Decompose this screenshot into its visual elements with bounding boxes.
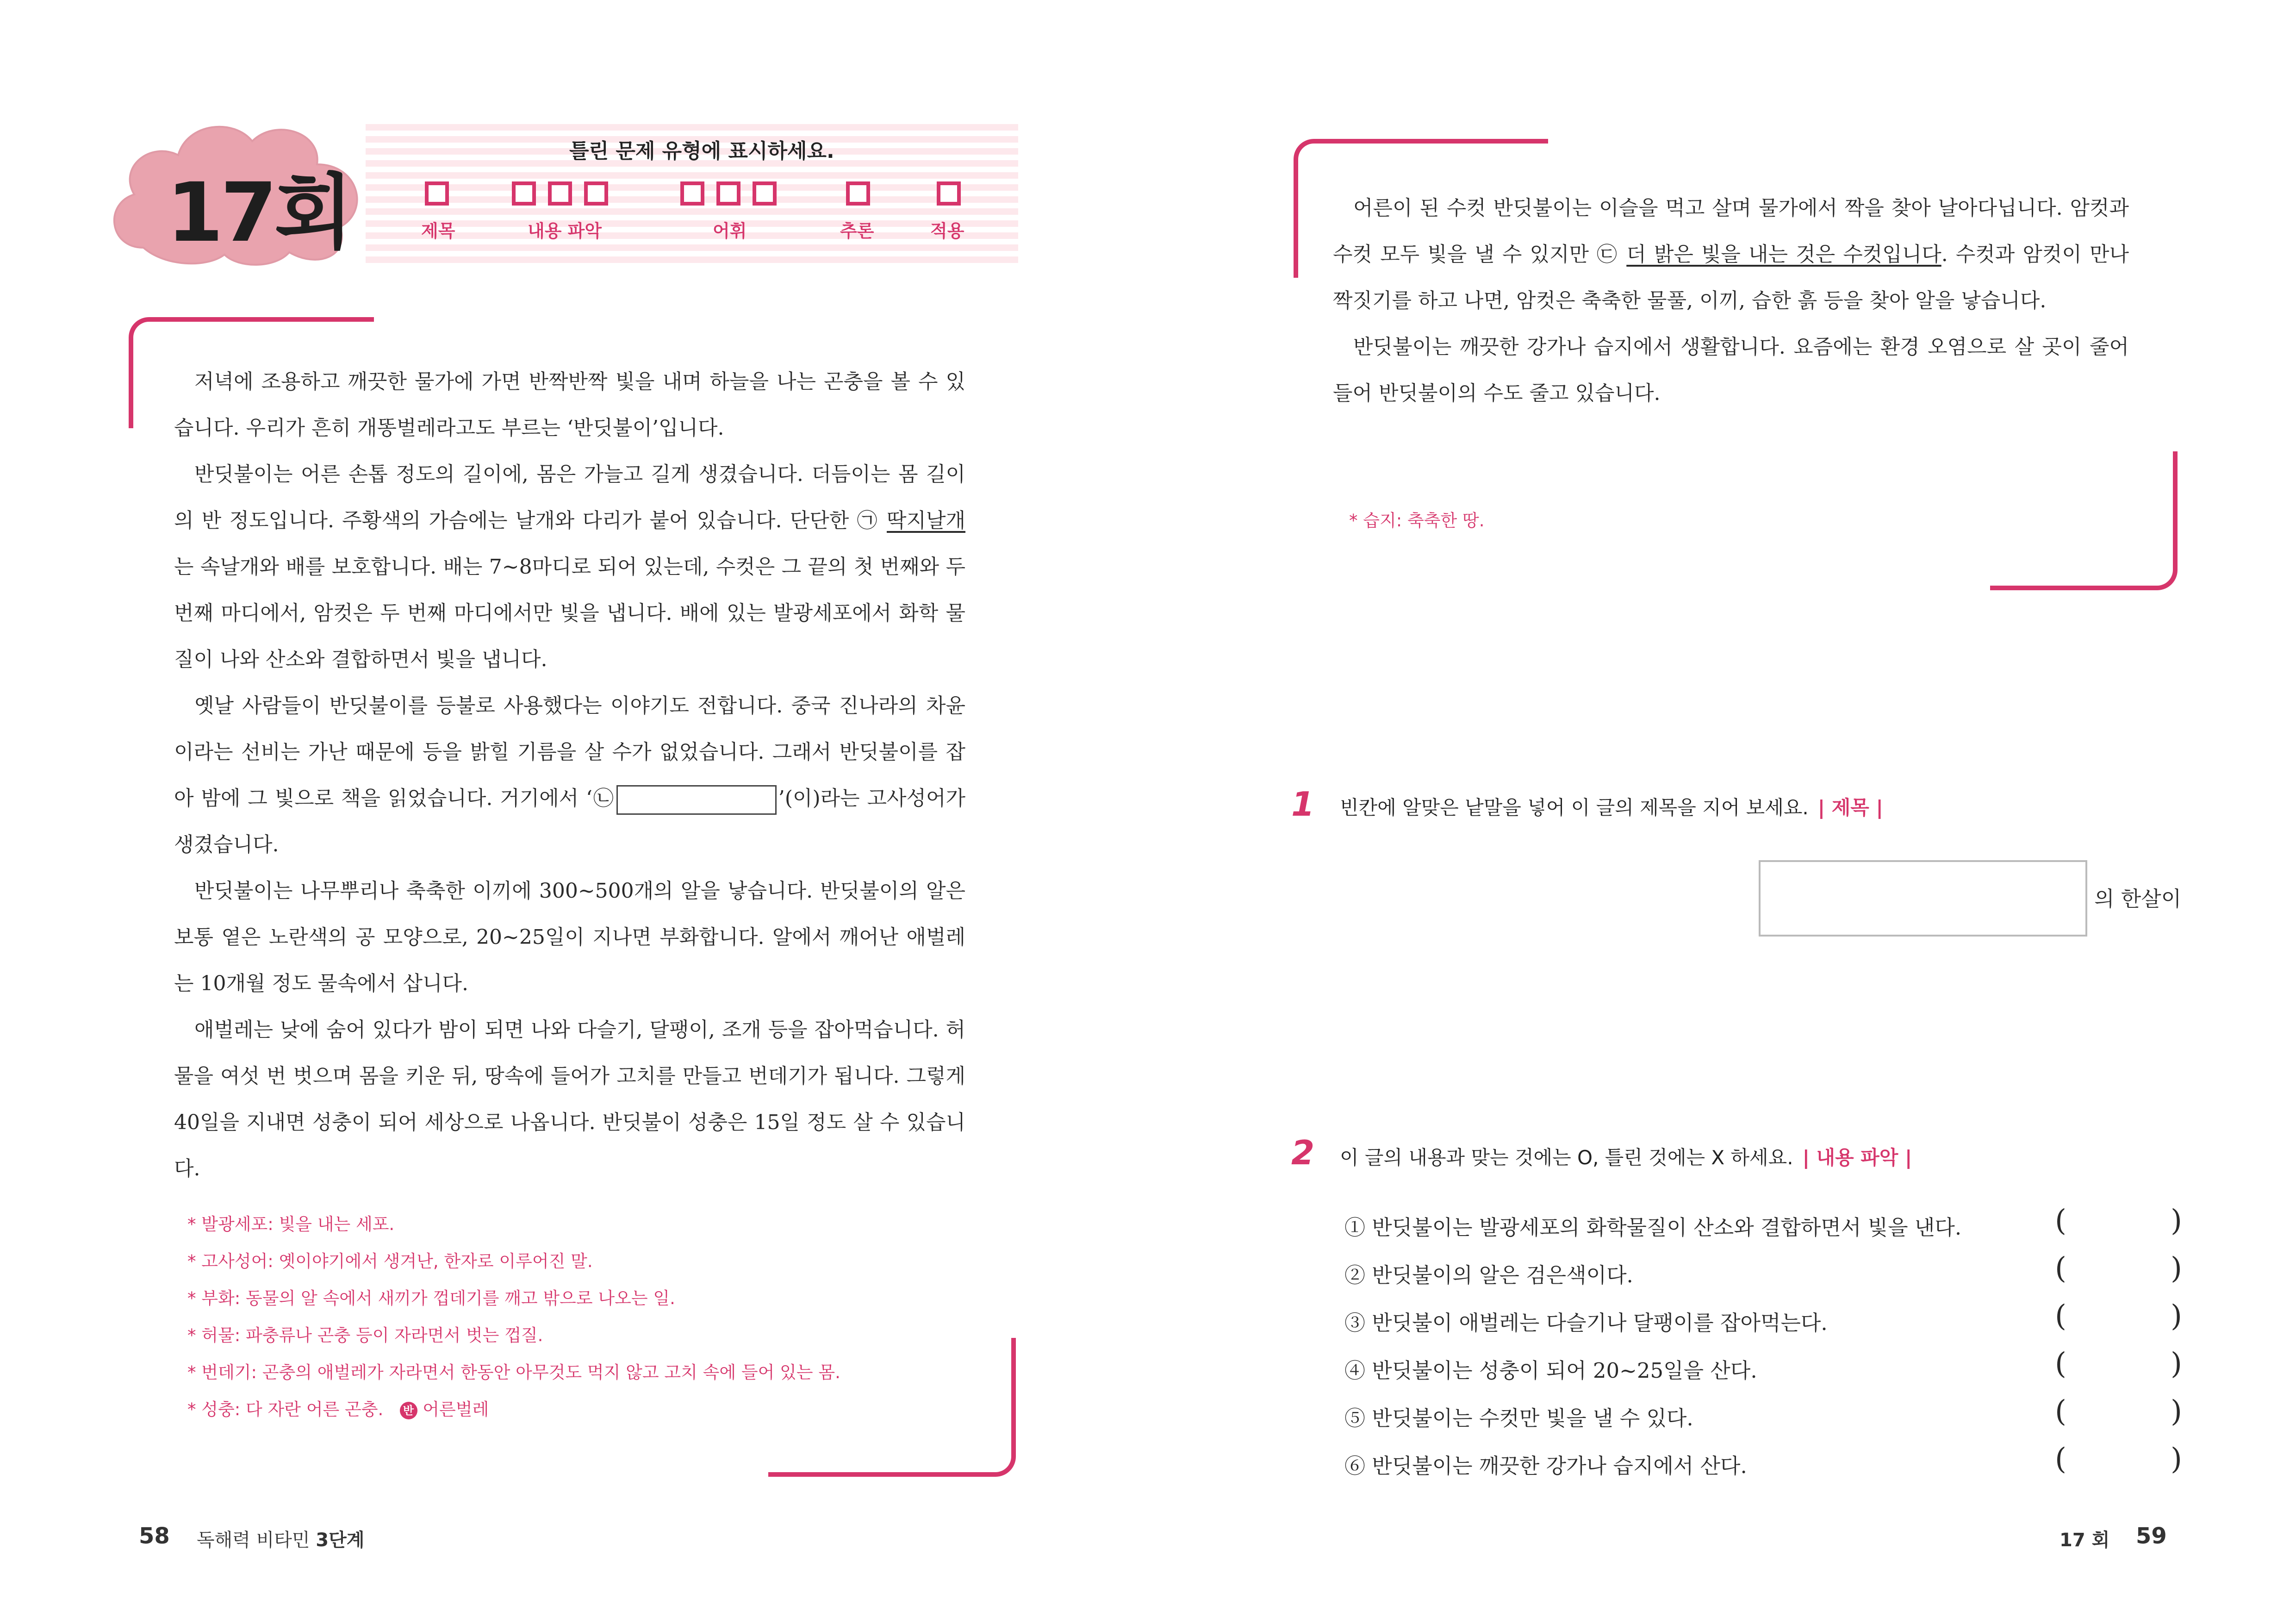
- category-application: 적용: [930, 221, 964, 241]
- round-label-footer: 17 회: [2060, 1530, 2110, 1551]
- footnote-right: * 습지: 축축한 땅.: [1349, 511, 1485, 531]
- inline-blank-box[interactable]: [616, 785, 777, 815]
- checkbox-content-1[interactable]: [512, 181, 536, 206]
- category-title: 제목: [421, 221, 455, 241]
- category-inference: 추론: [840, 221, 874, 241]
- question-1-suffix: 의 한살이: [2094, 887, 2182, 911]
- passage-paragraph-2: 반딧불이는 어른 손톱 정도의 길이에, 몸은 가늘고 길게 생겼습니다. 더듬이는 몸 길이의 반 정도입니다. 주황색의 가슴에는 날개와 다리가 붙어 있습니다. 단단한 ㉠ 딱지날개는 속날개와 배를 보호합니다. 배는 7~8마디로 되어 있는데, 수컷은 그 끝의 첫 번째와 두 번째 마디에서, 암컷은 두 번째 마디에서만 빛을 냅니다. 배에 있는 발광세포에서 화학 물질이 나와 산소와 결합하면서 빛을 냅니다.: [174, 462, 965, 671]
- question-1-number: 1: [1291, 785, 1315, 824]
- round-number: 17회: [167, 165, 350, 260]
- passage-right-paragraph-1: 어른이 된 수컷 반딧불이는 이슬을 먹고 살며 물가에서 짝을 찾아 날아다닙니다. 암컷과 수컷 모두 빛을 낼 수 있지만 ㉢ 더 밝은 빛을 내는 것은 수컷입니다. 수컷과 암컷이 만나 짝짓기를 하고 나면, 암컷은 축축한 물풀, 이끼, 습한 흙 등을 찾아 알을 낳습니다.: [1333, 196, 2129, 312]
- page-number-left: 58: [139, 1523, 170, 1549]
- underlined-term-1: 딱지날개: [886, 509, 965, 532]
- footnote: * 번데기: 곤충의 애벌레가 자라면서 한동안 아무것도 먹지 않고 고치 속에 들어 있는 몸.: [187, 1362, 840, 1382]
- header-instruction: 틀린 문제 유형에 표시하세요.: [569, 139, 834, 163]
- question-1-tag: | 제목 |: [1817, 796, 1883, 819]
- question-2-number: 2: [1291, 1133, 1315, 1172]
- footnote: * 부화: 동물의 알 속에서 새끼가 껍데기를 깨고 밖으로 나오는 일.: [187, 1288, 675, 1308]
- question-2-item-2: ② 반딧불이의 알은 검은색이다.: [1344, 1263, 1633, 1287]
- passage-body: [174, 359, 965, 1192]
- question-2-item-6: ⑥ 반딧불이는 깨끗한 강가나 습지에서 산다.: [1344, 1454, 1747, 1478]
- checkbox-vocab-1[interactable]: [680, 181, 704, 206]
- frame-bottom-right-right: [1990, 451, 2178, 590]
- question-1-answer-box[interactable]: [1759, 860, 2087, 937]
- passage-right-body: [1333, 185, 2129, 417]
- checkbox-application-1[interactable]: [937, 181, 961, 206]
- question-2-text: 이 글의 내용과 맞는 것에는 O, 틀린 것에는 X 하세요. | 내용 파악 |: [1340, 1146, 1912, 1169]
- question-2-item-4: ④ 반딧불이는 성충이 되어 20~25일을 산다.: [1344, 1358, 1757, 1383]
- checkbox-vocab-2[interactable]: [716, 181, 740, 206]
- passage-right-paragraph-2: 반딧불이는 깨끗한 강가나 습지에서 생활합니다. 요즘에는 환경 오염으로 살 곳이 줄어들어 반딧불이의 수도 줄고 있습니다.: [1333, 335, 2129, 405]
- checkbox-vocab-3[interactable]: [753, 181, 777, 206]
- question-2-item-1: ① 반딧불이는 발광세포의 화학물질이 산소와 결합하면서 빛을 낸다.: [1344, 1215, 1962, 1240]
- checkbox-title-1[interactable]: [425, 181, 449, 206]
- question-2-item-3: ③ 반딧불이 애벌레는 다슬기나 달팽이를 잡아먹는다.: [1344, 1311, 1828, 1335]
- checkbox-content-2[interactable]: [548, 181, 572, 206]
- category-vocab: 어휘: [713, 221, 747, 241]
- passage-paragraph-5: 애벌레는 낮에 숨어 있다가 밤이 되면 나와 다슬기, 달팽이, 조개 등을 잡아먹습니다. 허물을 여섯 번 벗으며 몸을 키운 뒤, 땅속에 들어가 고치를 만들고 번데기가 됩니다. 그렇게 40일을 지내면 성충이 되어 세상으로 나옵니다. 반딧불이 성충은 15일 정도 살 수 있습니다.: [174, 1018, 965, 1181]
- book-title: 독해력 비타민 3단계: [197, 1530, 365, 1551]
- footnote: * 발광세포: 빛을 내는 세포.: [187, 1214, 395, 1234]
- footnotes-left: [187, 1206, 840, 1428]
- footnote: * 성충: 다 자란 어른 곤충. 반 어른벌레: [187, 1399, 489, 1419]
- question-2-tag: | 내용 파악 |: [1802, 1146, 1912, 1169]
- passage-paragraph-1: 저녁에 조용하고 깨끗한 물가에 가면 반짝반짝 빛을 내며 하늘을 나는 곤충을 볼 수 있습니다. 우리가 흔히 개똥벌레라고도 부르는 ‘반딧불이’입니다.: [174, 370, 965, 440]
- passage-paragraph-4: 반딧불이는 나무뿌리나 축축한 이끼에 300~500개의 알을 낳습니다. 반딧불이의 알은 보통 옅은 노란색의 공 모양으로, 20~25일이 지나면 부화합니다. 알에서 깨어난 애벌레는 10개월 정도 물속에서 삽니다.: [174, 879, 965, 995]
- question-1-text: 빈칸에 알맞은 낱말을 넣어 이 글의 제목을 지어 보세요. | 제목 |: [1340, 796, 1883, 819]
- checkbox-inference-1[interactable]: [846, 181, 870, 206]
- page-number-right: 59: [2136, 1523, 2167, 1549]
- footnote: * 허물: 파충류나 곤충 등이 자라면서 벗는 껍질.: [187, 1325, 543, 1345]
- underlined-term-3: 더 밝은 빛을 내는 것은 수컷입니다: [1626, 243, 1941, 266]
- footnote: * 고사성어: 옛이야기에서 생겨난, 한자로 이루어진 말.: [187, 1251, 593, 1271]
- checkbox-content-3[interactable]: [584, 181, 608, 206]
- antonym-badge: 반: [400, 1402, 417, 1419]
- passage-paragraph-3: 옛날 사람들이 반딧불이를 등불로 사용했다는 이야기도 전합니다. 중국 진나라의 차윤이라는 선비는 가난 때문에 등을 밝힐 기름을 살 수가 없었습니다. 그래서 반딧불이를 잡아 밤에 그 빛으로 책을 읽었습니다. 거기에서 ‘㉡ ’(이)라는 고사성어가 생겼습니다.: [174, 694, 966, 856]
- category-content: 내용 파악: [528, 221, 602, 241]
- question-2-item-5: ⑤ 반딧불이는 수컷만 빛을 낼 수 있다.: [1344, 1406, 1693, 1430]
